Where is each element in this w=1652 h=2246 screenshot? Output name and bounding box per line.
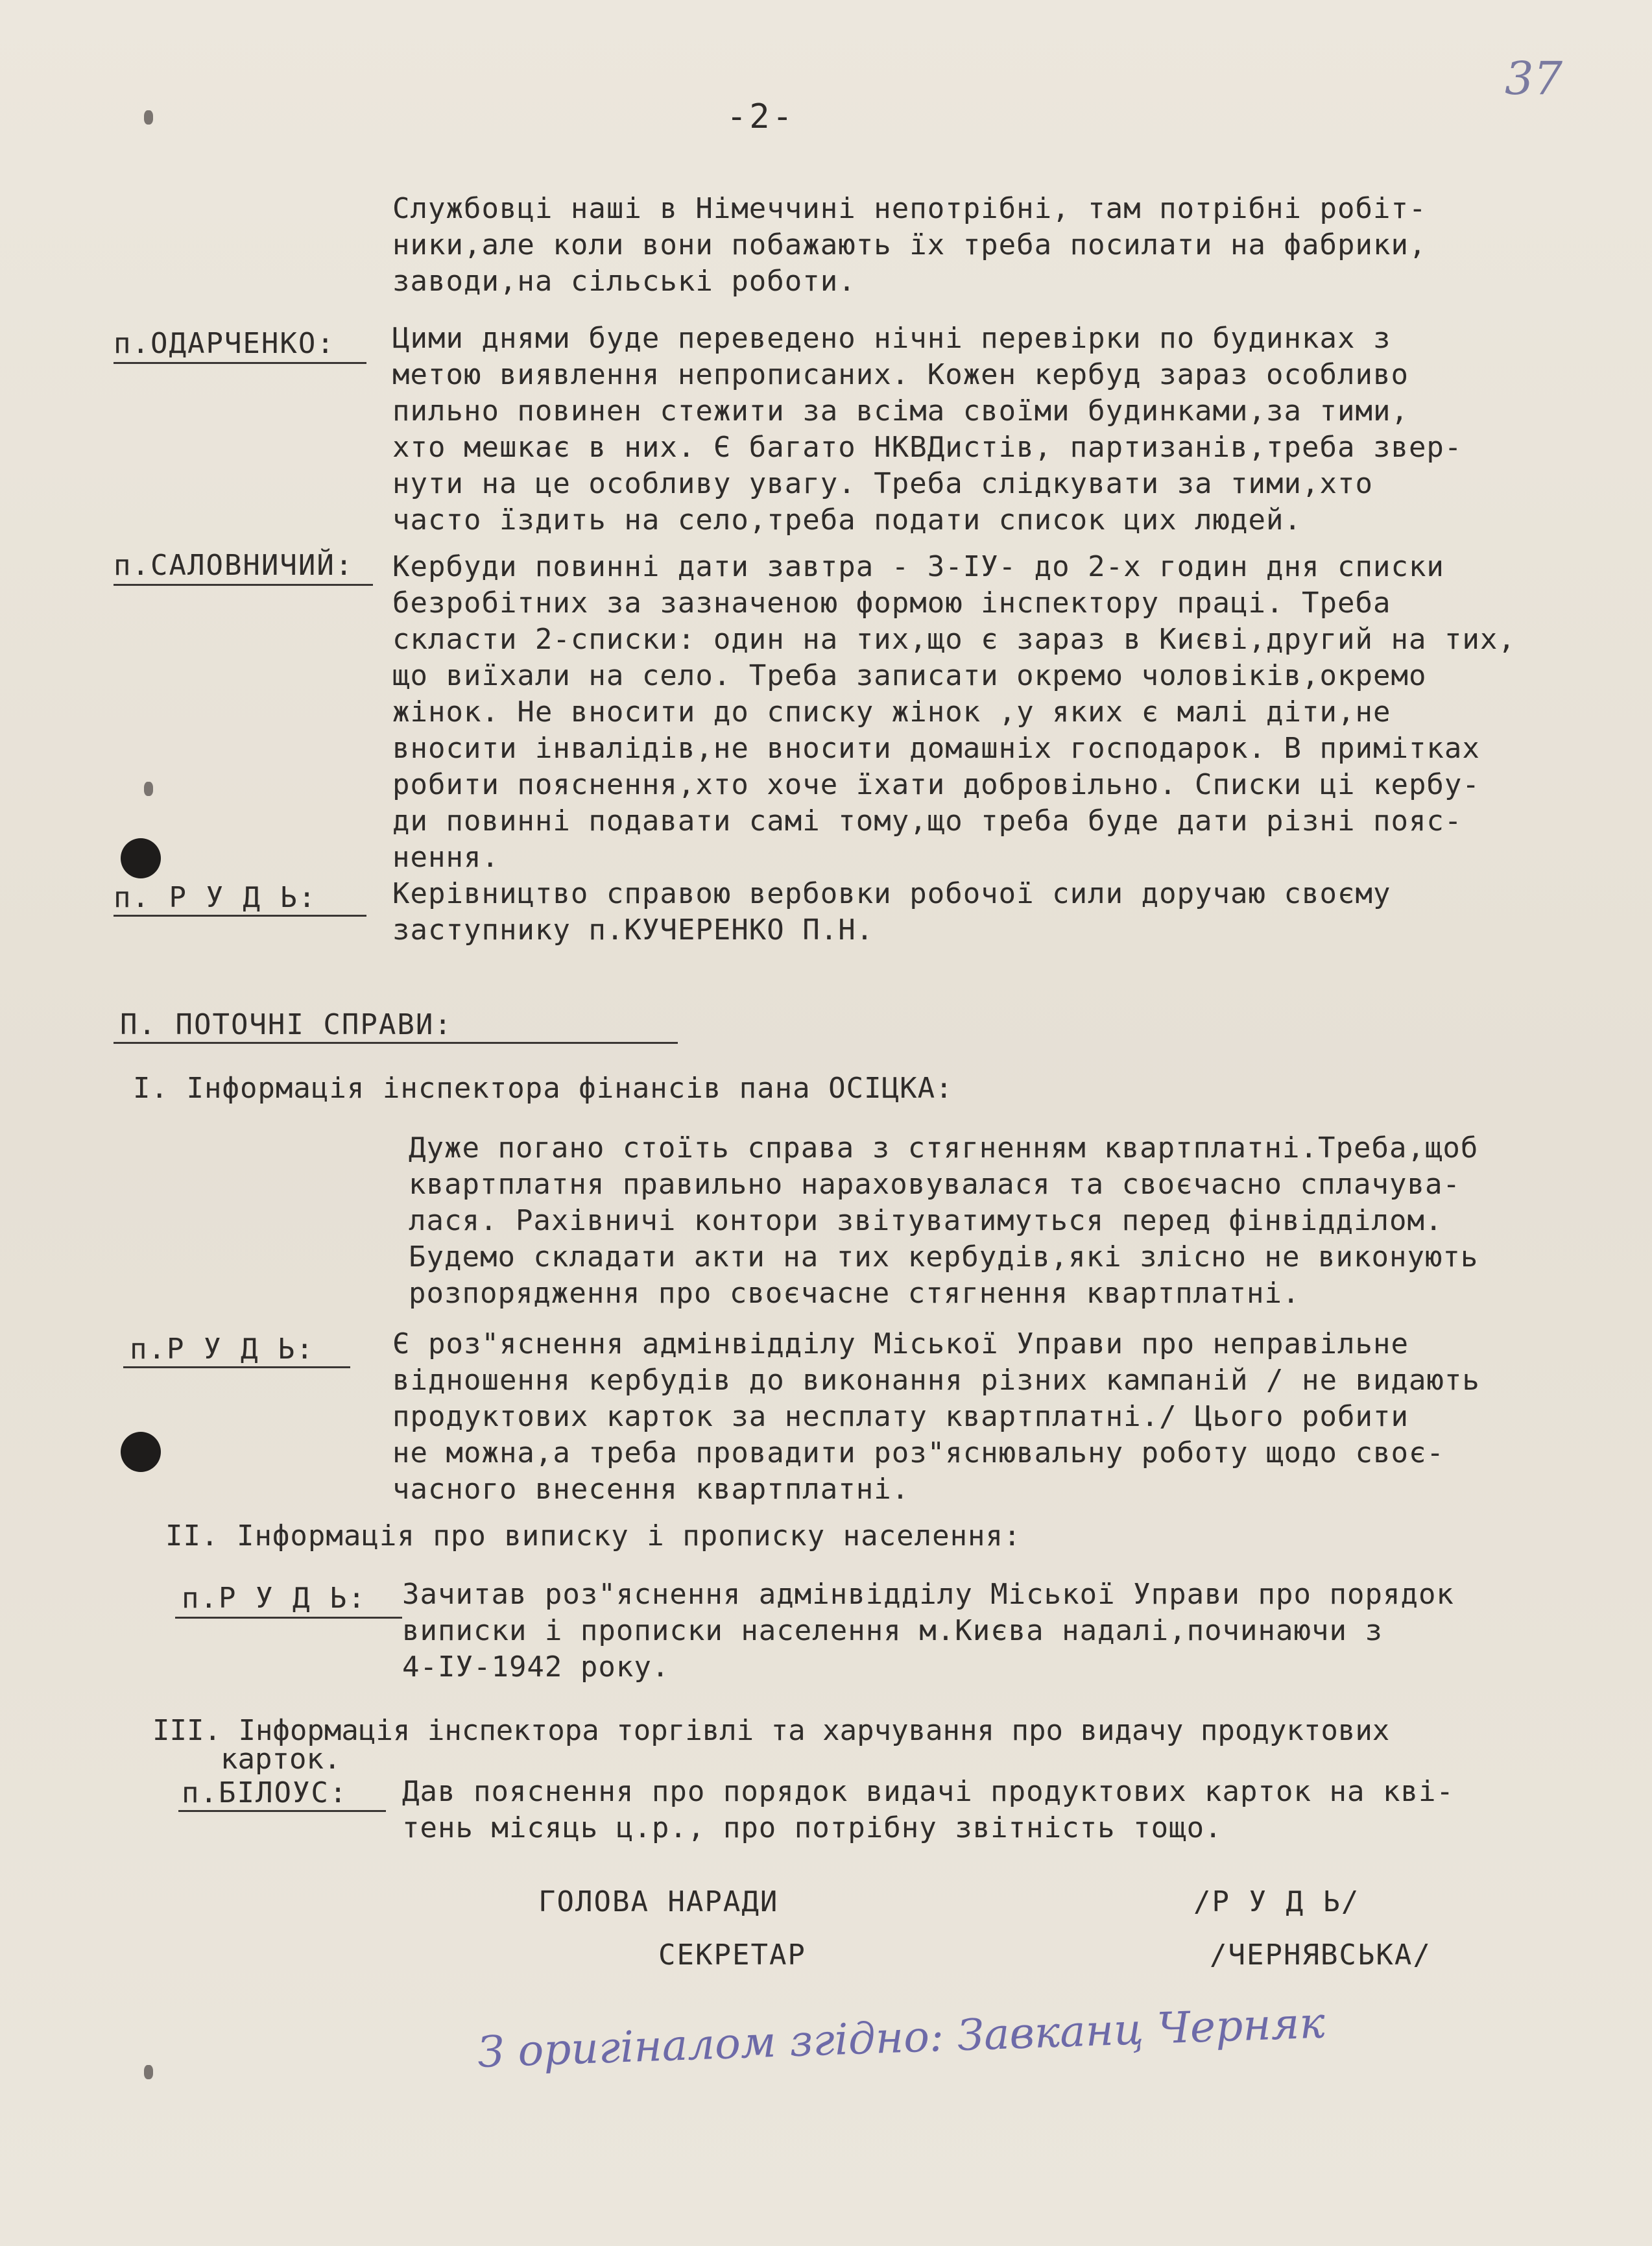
- item-line: розпорядження про своєчасне стягнення квартплатні.: [409, 1277, 1300, 1310]
- section-title: П. ПОТОЧНІ СПРАВИ:: [120, 1008, 453, 1041]
- margin-speck: [144, 110, 153, 125]
- speaker-label: п.Р У Д Ь:: [130, 1333, 315, 1366]
- item-heading: І. Інформація інспектора фінансів пана ОСІЦКА:: [133, 1072, 953, 1105]
- entry-line: робити пояснення,хто хоче їхати добровільно. Списки ці кербу-: [392, 768, 1480, 801]
- item-line: Зачитав роз"яснення адмінвідділу Міської Управи про порядок: [402, 1578, 1454, 1611]
- entry-line: жінок. Не вносити до списку жінок ,у яких є малі діти,не: [392, 695, 1391, 729]
- item-heading: карток.: [221, 1743, 341, 1776]
- handwritten-note: З оригіналом згідно: Завканц Черняк: [477, 1998, 1326, 2077]
- speaker-label: п.БІЛОУС:: [182, 1776, 348, 1809]
- speaker-underline: [114, 915, 366, 917]
- item-line: лася. Рахівничі контори звітуватимуться перед фінвідділом.: [409, 1204, 1443, 1237]
- item-line: не можна,а треба провадити роз"яснювальну роботу щодо своє-: [392, 1436, 1444, 1469]
- entry-line: безробітних за зазначеною формою інспектору праці. Треба: [392, 586, 1391, 620]
- item-line: Дав пояснення про порядок видачі продуктових карток на кві-: [402, 1775, 1454, 1808]
- speaker-label: п.САЛОВНИЧИЙ:: [114, 549, 354, 582]
- item-line: тень місяць ц.р., про потрібну звітність тощо.: [402, 1811, 1223, 1844]
- section-title-underline: [114, 1042, 678, 1044]
- entry-line: метою виявлення непрописаних. Кожен кербуд зараз особливо: [392, 358, 1409, 391]
- entry-line: часто їздить на село,треба подати список цих людей.: [392, 503, 1302, 537]
- entry-line: що виїхали на село. Треба записати окремо чоловіків,окремо: [392, 659, 1427, 692]
- secretary-name: /ЧЕРНЯВСЬКА/: [1210, 1938, 1431, 1972]
- punch-hole: [121, 1432, 161, 1472]
- margin-speck: [144, 782, 153, 796]
- entry-line: заступнику п.КУЧЕРЕНКО П.Н.: [392, 913, 874, 947]
- entry-line: хто мешкає в них. Є багато НКВДистів, партизанів,треба звер-: [392, 431, 1463, 464]
- entry-line: Кербуди повинні дати завтра - 3-ІУ- до 2-х годин дня списки: [392, 550, 1444, 583]
- item-line: Будемо складати акти на тих кербудів,які злісно не виконують: [409, 1240, 1479, 1274]
- entry-line: пильно повинен стежити за всіма своїми будинками,за тими,: [392, 394, 1409, 428]
- item-line: часного внесення квартплатні.: [392, 1473, 910, 1506]
- speaker-underline: [123, 1366, 350, 1368]
- margin-speck: [144, 2065, 153, 2079]
- entry-line: нути на це особливу увагу. Треба слідкувати за тими,хто: [392, 467, 1373, 500]
- speaker-underline: [178, 1810, 386, 1812]
- speaker-label: п.Р У Д Ь:: [182, 1582, 366, 1615]
- entry-line: нення.: [392, 841, 499, 874]
- item-line: Дуже погано стоїть справа з стягненням квартплатні.Треба,щоб: [409, 1131, 1479, 1165]
- punch-hole: [121, 838, 161, 878]
- entry-line: Цими днями буде переведено нічні перевірки по будинках з: [392, 322, 1391, 355]
- entry-line: скласти 2-списки: один на тих,що є зараз в Києві,другий на тих,: [392, 623, 1516, 656]
- page-number: -2-: [726, 97, 795, 136]
- speaker-underline: [114, 584, 373, 586]
- speaker-underline: [114, 362, 366, 364]
- intro-line: ники,але коли вони побажають їх треба посилати на фабрики,: [392, 228, 1427, 261]
- chair-name: /Р У Д Ь/: [1193, 1885, 1360, 1918]
- speaker-label: п.ОДАРЧЕНКО:: [114, 327, 335, 360]
- entry-line: вносити інвалідів,не вносити домашніх господарок. В примітках: [392, 732, 1480, 765]
- speaker-label: п. Р У Д Ь:: [114, 881, 317, 914]
- item-heading: ІІІ. Інформація інспектора торгівлі та харчування про видачу продуктових: [152, 1714, 1390, 1747]
- item-heading: ІІ. Інформація про виписку і прописку населення:: [165, 1519, 1022, 1552]
- secretary-label: СЕКРЕТАР: [658, 1938, 806, 1972]
- intro-line: Службовці наші в Німеччині непотрібні, там потрібні робіт-: [392, 192, 1427, 225]
- entry-line: Керівництво справою вербовки робочої сили доручаю своєму: [392, 877, 1391, 910]
- speaker-underline: [175, 1617, 402, 1619]
- intro-line: заводи,на сільські роботи.: [392, 265, 856, 298]
- item-line: Є роз"яснення адмінвідділу Міської Управи про неправільне: [392, 1327, 1409, 1360]
- item-line: продуктових карток за несплату квартплатні./ Цього робити: [392, 1400, 1409, 1433]
- entry-line: ди повинні подавати самі тому,що треба буде дати різні пояс-: [392, 804, 1463, 838]
- chair-label: ГОЛОВА НАРАДИ: [538, 1885, 779, 1918]
- item-line: 4-ІУ-1942 року.: [402, 1650, 670, 1684]
- item-line: виписки і прописки населення м.Києва надалі,починаючи з: [402, 1614, 1383, 1647]
- item-line: відношення кербудів до виконання різних кампаній / не видають: [392, 1364, 1480, 1397]
- item-line: квартплатня правильно нараховувалася та своєчасно сплачува-: [409, 1168, 1461, 1201]
- sheet-number: 37: [1505, 52, 1563, 105]
